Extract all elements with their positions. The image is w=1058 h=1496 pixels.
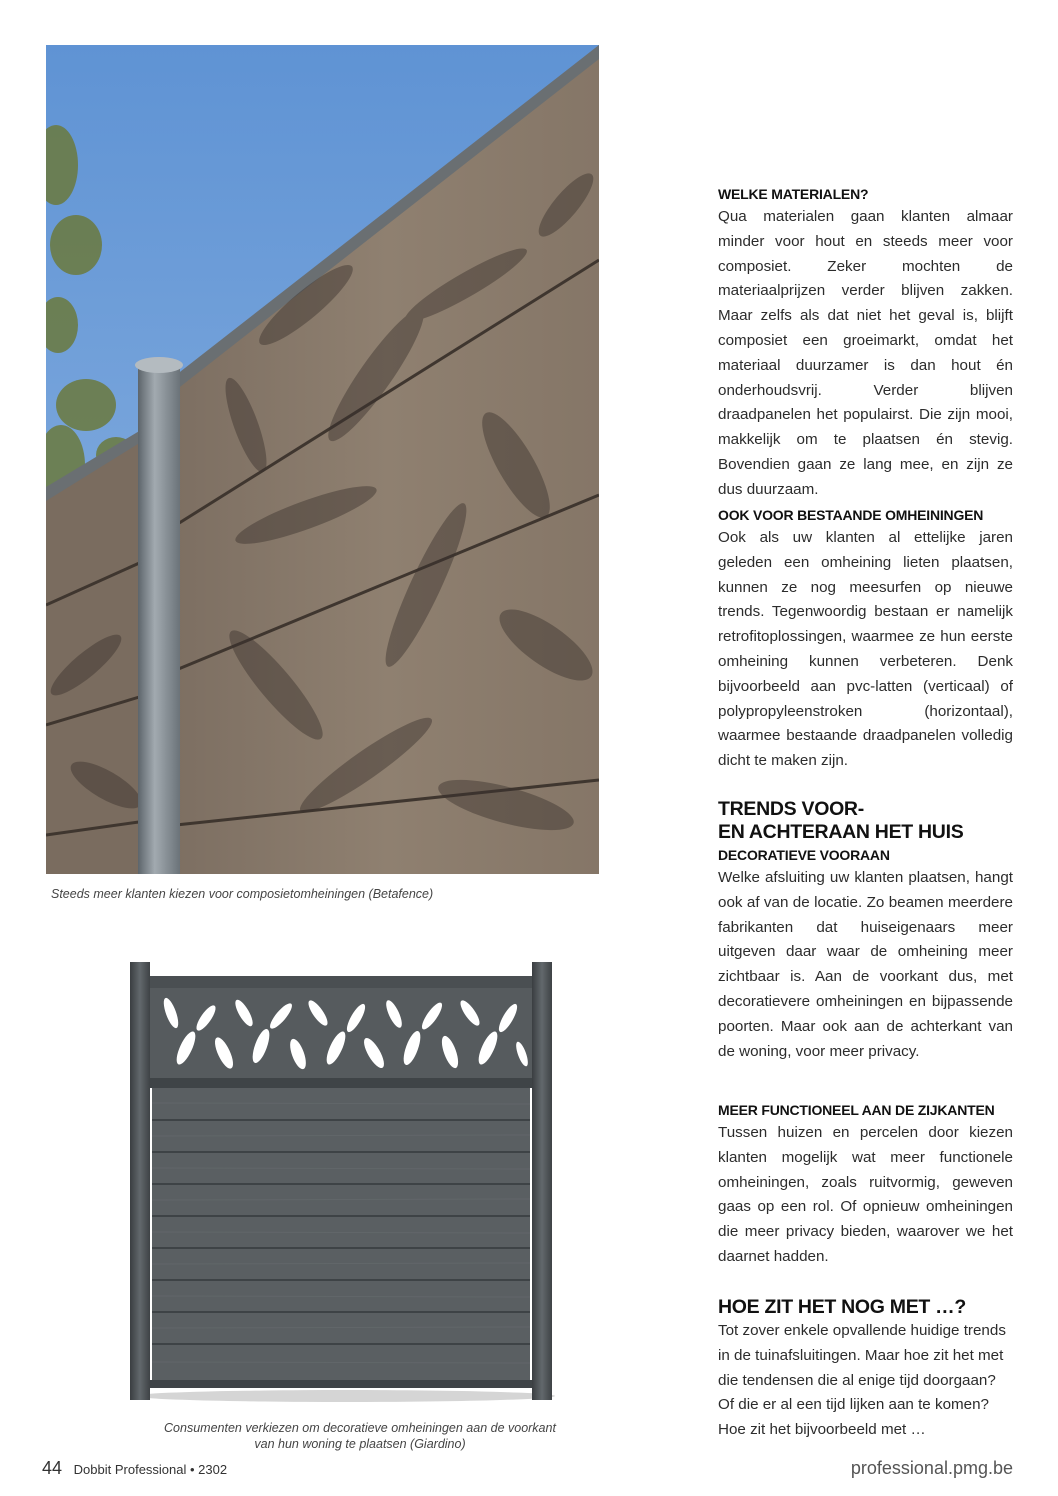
publication-name: Dobbit Professional • 2302 [73,1462,228,1477]
website-link[interactable]: professional.pmg.be [850,1458,1013,1478]
section-trends [718,798,1013,1064]
section-title-line-1: TRENDS VOOR- [718,798,864,820]
section-body: Welke afsluiting uw klanten plaatsen, hangt ook af van de locatie. Zo beamen meerdere fabrikanten dat huiseigenaars meer uitgeven daar waar de omheining meer zichtbaar is. Aan de voorkant dus, met decoratievere omheiningen en bijpassende poorten. Maar ook aan de achterkant van de woning, voor meer privacy. [718,869,1013,1060]
footer-publication [42,1458,227,1479]
section-existing-fences [718,504,1013,774]
page-number: 44 [42,1458,63,1478]
section-functional [718,1099,1013,1270]
section-heading: MEER FUNCTIONEEL AAN DE ZIJKANTEN [718,1102,995,1118]
section-title-line-2: EN ACHTERAAN HET HUIS [718,821,964,843]
section-body: Tussen huizen en percelen door kiezen klanten mogelijk wat meer functionele omheiningen, zoals ruitvormig, geweven gaas op een rol. Of opnieuw omheiningen die meer privacy bieden, waarover we het daarnet hadden. [718,1124,1013,1265]
section-body: Tot zover enkele opvallende huidige trends in de tuinafsluitingen. Maar hoe zit het met die tendensen die al enige tijd doorgaan? Of die er al een tijd lijken aan te komen? Hoe zit het bijvoorbeeld met … [718,1322,1006,1439]
section-title: HOE ZIT HET NOG MET …? [718,1296,966,1318]
composite-fence-photo [46,45,599,874]
section-heading: DECORATIEVE VOORAAN [718,847,890,863]
section-heading: OOK VOOR BESTAANDE OMHEININGEN [718,507,984,523]
top-photo-caption: Steeds meer klanten kiezen voor composietomheiningen (Betafence) [51,887,434,901]
section-outlook [718,1296,1013,1443]
bottom-photo-caption [150,1420,570,1452]
bottom-caption-line-1: Consumenten verkiezen om decoratieve omheiningen aan de voorkant [164,1421,556,1435]
section-heading: WELKE MATERIALEN? [718,186,869,202]
bottom-caption-line-2: van hun woning te plaatsen (Giardino) [254,1437,466,1451]
section-body: Qua materialen gaan klanten almaar minder voor hout en steeds meer voor composiet. Zeker mochten de materiaalprijzen verder blijven zakken. Maar zelfs als dat niet het geval is, blijft composiet een groeimarkt, omdat het materiaal duurzamer is dan hout én onderhoudsvrij. Verder blijven draadpanelen het populairst. Die zijn mooi, makkelijk om te plaatsen én stevig. Bovendien gaan ze lang mee, en zijn ze dus duurzaam. [718,208,1013,498]
section-materials [718,183,1013,503]
decorative-fence-photo [126,958,564,1404]
section-body: Ook als uw klanten al ettelijke jaren geleden een omheining lieten plaatsen, kunnen ze nog meesurfen op nieuwe trends. Tegenwoordig bestaan er namelijk retrofitoplossingen, waarmee ze hun eerste omheining kunnen verbeteren. Denk bijvoorbeeld aan pvc-latten (verticaal) of polypropyleenstroken (horizontaal), waarmee bestaande draadpanelen volledig dicht te maken zijn. [718,529,1013,770]
